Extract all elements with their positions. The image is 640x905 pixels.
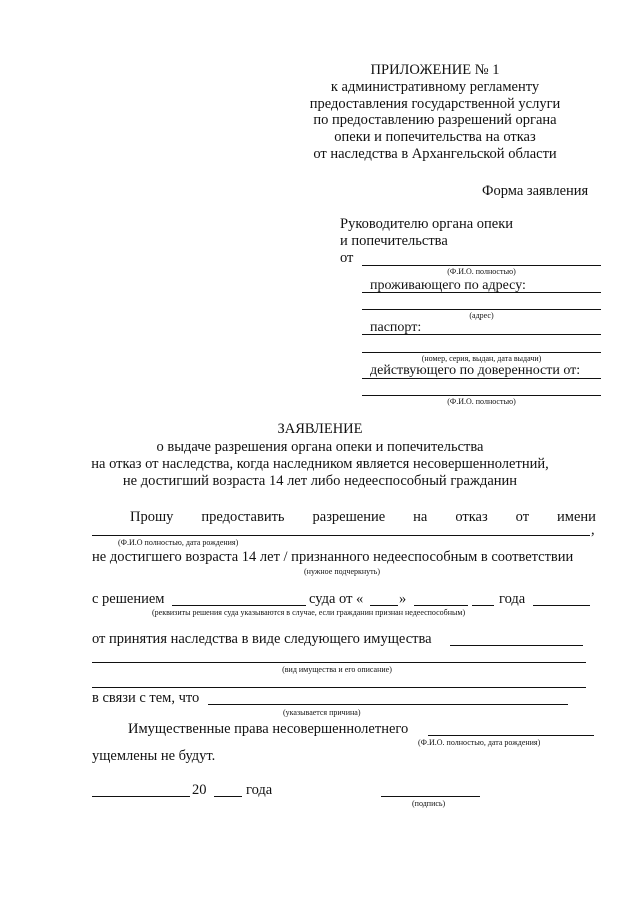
fio-hint: (Ф.И.О. полностью)	[447, 267, 516, 276]
proxy-line-1[interactable]	[362, 378, 601, 379]
reason-label: в связи с тем, что	[92, 690, 200, 706]
request-word: предоставить	[201, 509, 285, 525]
rights-line: Имущественные права несовершеннолетнего	[128, 721, 409, 737]
request-line	[130, 509, 596, 526]
addressee-line-2: и попечительства	[340, 233, 448, 249]
title-subline: о выдаче разрешения органа опеки и попечительства	[156, 439, 484, 455]
addressee-line-1: Руководителю органа опеки	[340, 216, 514, 232]
date-line[interactable]	[92, 796, 190, 797]
passport-label: паспорт:	[370, 320, 422, 335]
court-year-line[interactable]	[472, 605, 494, 606]
proxy-line-2[interactable]	[362, 395, 601, 396]
header-line: от наследства в Архангельской области	[313, 145, 557, 162]
appendix-header	[290, 62, 580, 163]
request-word: от	[515, 509, 530, 525]
child-fio-line[interactable]	[92, 535, 590, 536]
property-hint: (вид имущества и его описание)	[282, 665, 392, 674]
underline-hint: (нужное подчеркнуть)	[304, 567, 380, 576]
property-line-1[interactable]	[450, 645, 583, 646]
passport-hint: (номер, серия, выдан, дата выдачи)	[421, 354, 542, 363]
header-line: предоставления государственной услуги	[309, 95, 561, 112]
proxy-label: действующего по доверенности от:	[370, 363, 581, 378]
request-word: разрешение	[312, 509, 386, 525]
passport-line-2[interactable]	[362, 352, 601, 353]
minor-hint: (Ф.И.О. полностью, дата рождения)	[418, 738, 541, 747]
court-label: с решением	[92, 591, 165, 607]
court-month-line[interactable]	[414, 605, 468, 606]
age-line: не достигшего возраста 14 лет / признанного недееспособным в соответствии	[92, 549, 574, 565]
property-line-2[interactable]	[92, 662, 586, 663]
year-prefix: 20	[192, 782, 207, 798]
request-word: отказ	[455, 509, 488, 525]
child-hint: (Ф.И.О полностью, дата рождения)	[118, 538, 239, 547]
court-quote-close: »	[399, 591, 407, 607]
address-line-2[interactable]	[362, 309, 601, 310]
header-line: по предоставлению разрешений органа	[313, 112, 557, 129]
court-day-line[interactable]	[370, 605, 398, 606]
title-subline: на отказ от наследства, когда наследником является несовершеннолетний,	[91, 456, 549, 472]
court-name-line[interactable]	[172, 605, 306, 606]
property-line-3[interactable]	[92, 687, 586, 688]
court-from-label: суда от «	[309, 591, 364, 607]
applicant-fio-line[interactable]	[362, 265, 601, 266]
address-line-1[interactable]	[362, 292, 601, 293]
court-year-label: года	[499, 591, 526, 607]
form-label: Форма заявления	[482, 183, 589, 199]
header-line: опеки и попечительства на отказ	[334, 129, 536, 146]
residing-label: проживающего по адресу:	[370, 278, 526, 293]
comma: ,	[591, 522, 595, 538]
reason-line[interactable]	[208, 704, 568, 705]
passport-line-1[interactable]	[362, 334, 601, 335]
request-word: на	[413, 509, 428, 525]
reason-hint: (указывается причина)	[283, 708, 361, 717]
inheritance-line: от принятия наследства в виде следующего имущества	[92, 631, 432, 647]
court-extra-line[interactable]	[533, 605, 590, 606]
minor-fio-line[interactable]	[428, 735, 594, 736]
year-digits-line[interactable]	[214, 796, 242, 797]
header-line: ПРИЛОЖЕНИЕ № 1	[370, 62, 500, 78]
title-subline: не достигший возраста 14 лет либо недееспособный гражданин	[122, 473, 518, 489]
document-title: ЗАЯВЛЕНИЕ	[277, 421, 363, 437]
from-label: от	[340, 250, 354, 266]
signature-line[interactable]	[381, 796, 480, 797]
year-suffix: года	[246, 782, 273, 798]
address-hint: (адрес)	[469, 311, 494, 320]
court-hint: (реквизиты решения суда указываются в случае, если гражданин признан недееспособным)	[152, 608, 466, 617]
request-word: имени	[557, 509, 596, 525]
header-line: к административному регламенту	[330, 78, 540, 95]
proxy-fio-hint: (Ф.И.О. полностью)	[447, 397, 516, 406]
rights-end: ущемлены не будут.	[92, 748, 216, 764]
request-word: Прошу	[130, 509, 174, 525]
signature-hint: (подпись)	[412, 799, 446, 808]
